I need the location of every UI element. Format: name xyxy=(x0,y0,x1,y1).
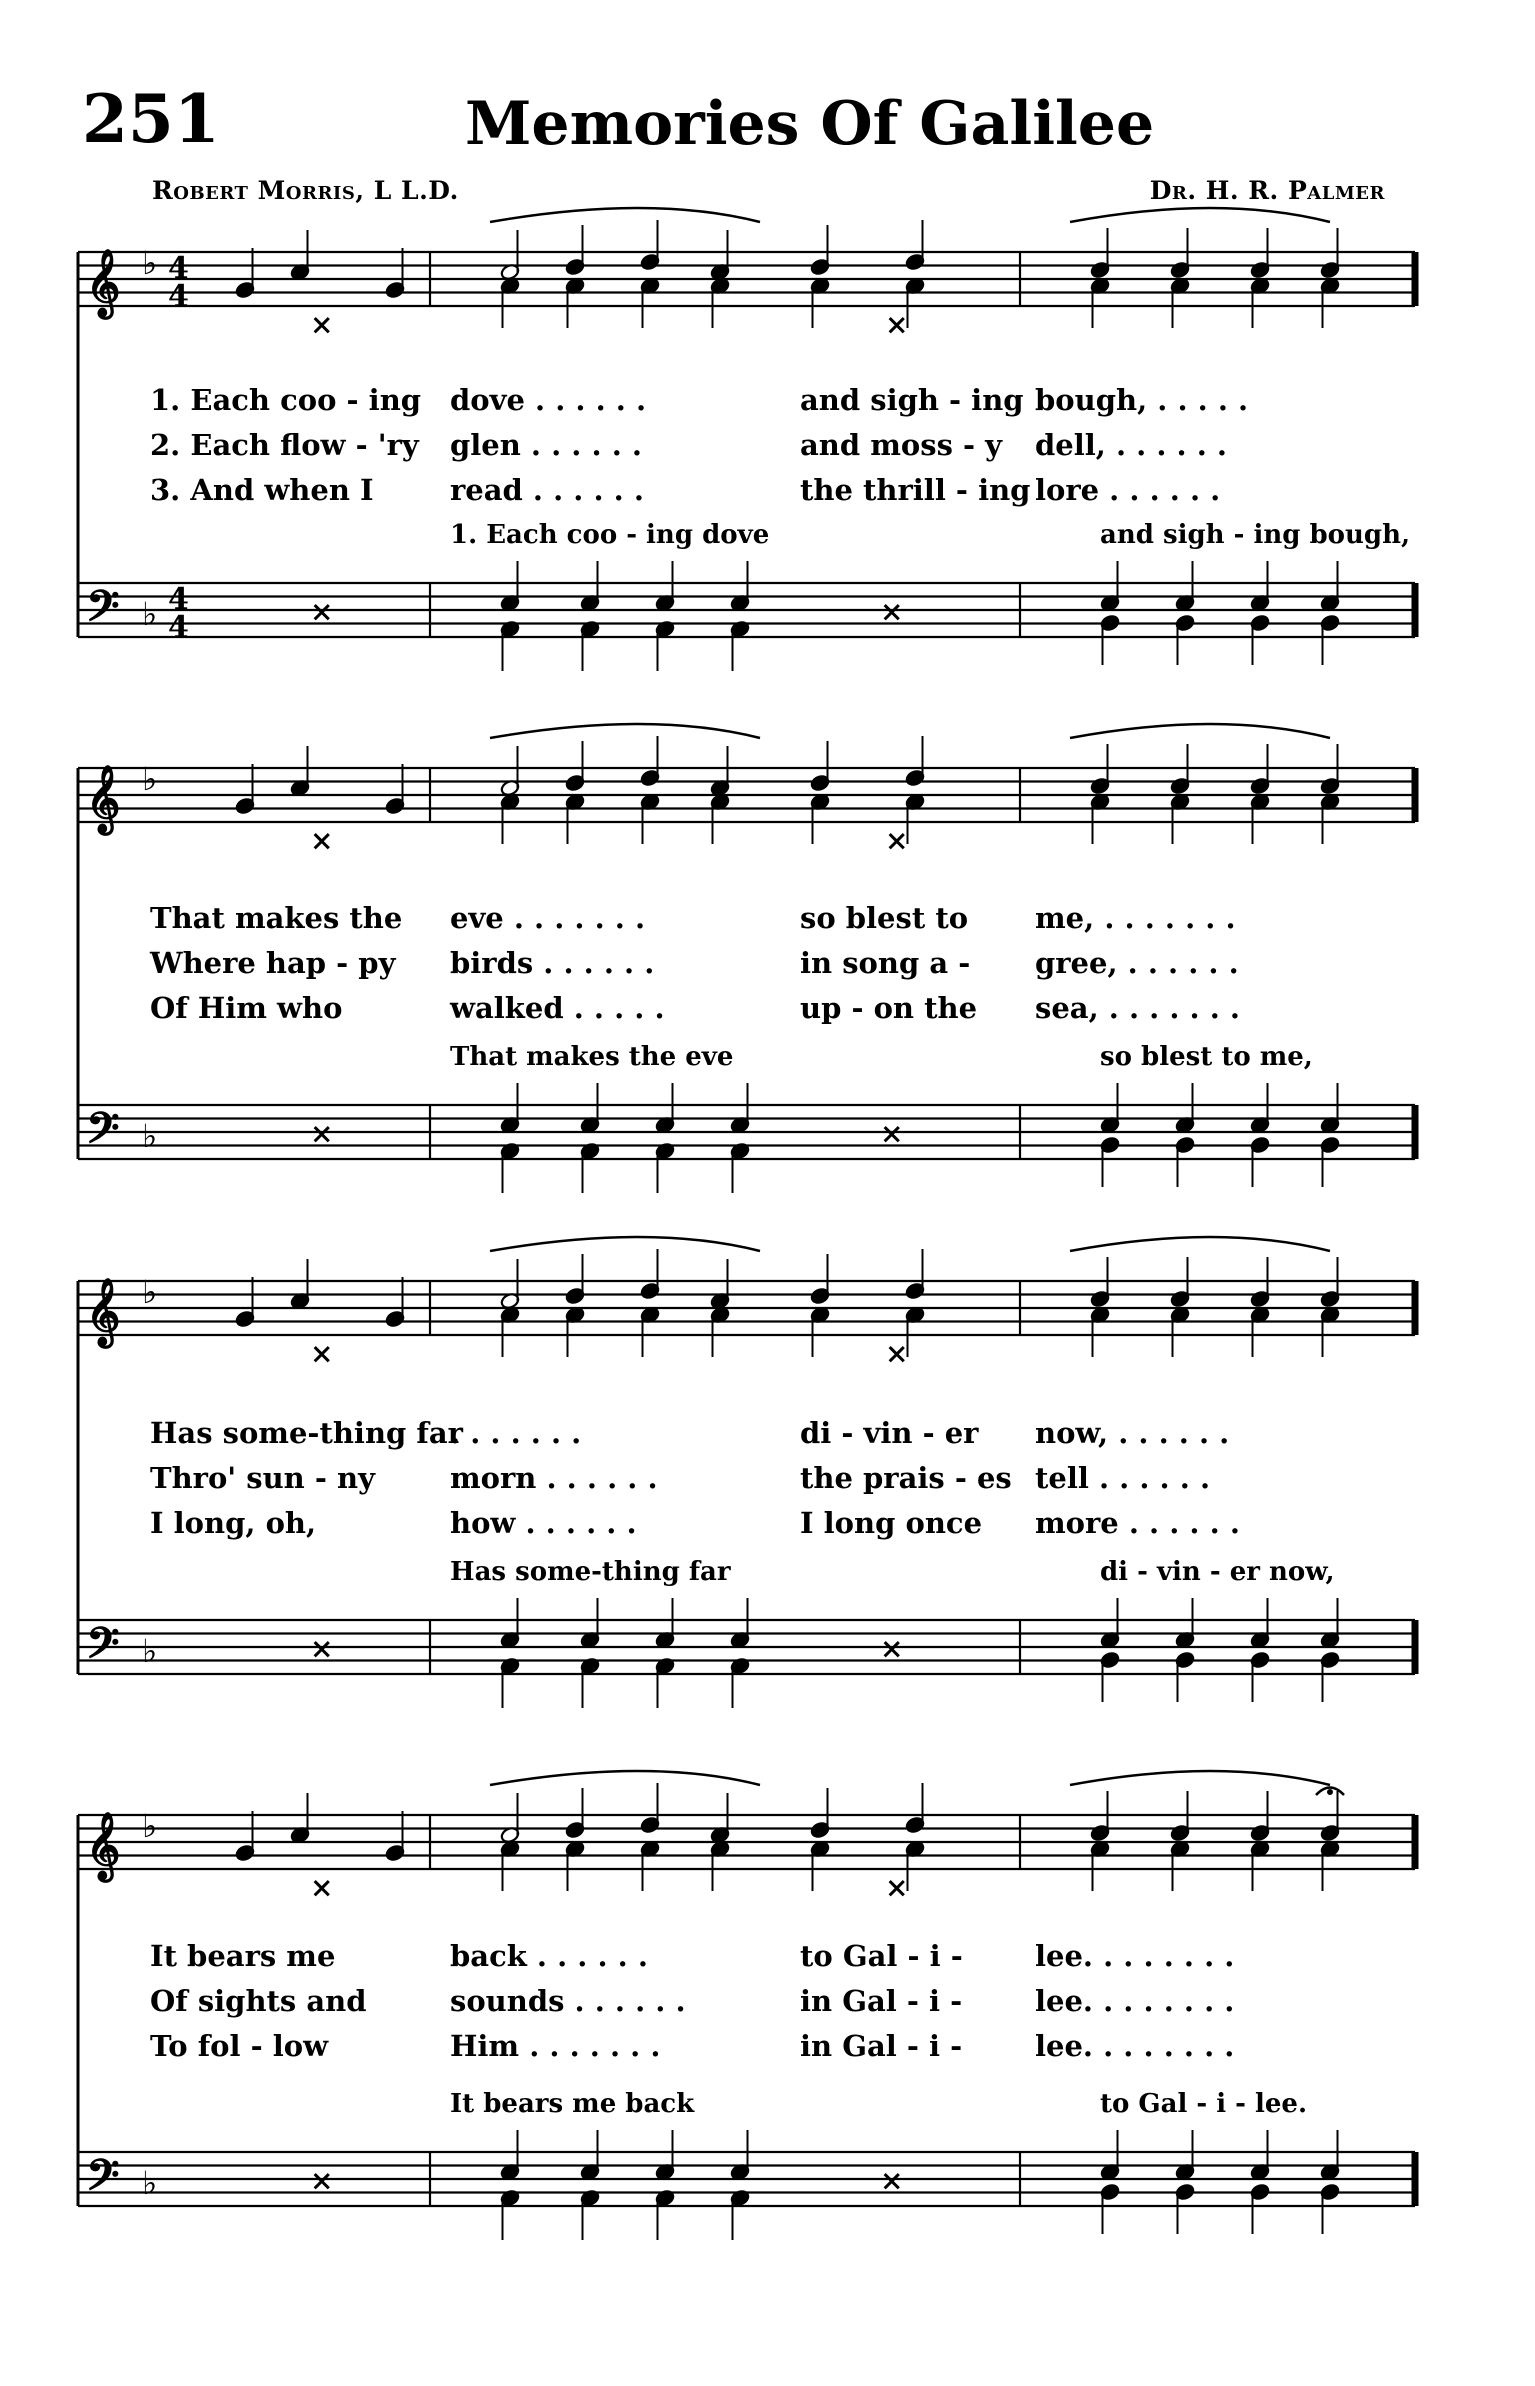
music-system xyxy=(78,208,1415,671)
tie-arc xyxy=(490,724,760,738)
treble-notes xyxy=(235,724,1341,857)
tie-arc xyxy=(1070,724,1330,738)
bass-lyric: 1. Each coo - ing dove xyxy=(450,520,770,550)
verse-lyric: bough, . . . . . xyxy=(1035,383,1249,417)
flat-sign: ♭ xyxy=(142,595,158,633)
treble-clef-symbol: 𝄞 xyxy=(86,248,121,316)
tie-arc xyxy=(490,1237,760,1251)
verse-lyric: in song a - xyxy=(800,946,971,980)
verse-lyric: Of Him who xyxy=(150,991,343,1025)
verse-lyric: It bears me xyxy=(150,1939,336,1973)
rest-symbol: × xyxy=(880,1632,904,1665)
verse-lyric: in Gal - i - xyxy=(800,2029,963,2063)
bass-lyric: to Gal - i - lee. xyxy=(1100,2089,1308,2119)
words-credit: Robert Morris, L L.D. xyxy=(152,176,459,205)
verse-lyric: back . . . . . . xyxy=(450,1939,648,1973)
rest-symbol: × xyxy=(310,1871,334,1904)
rest-symbol: × xyxy=(310,308,334,341)
bass-notes xyxy=(310,1083,1340,1193)
verse-lyric: sea, . . . . . . . xyxy=(1035,991,1241,1025)
treble-staff xyxy=(78,768,1415,822)
treble-clef-symbol: 𝄞 xyxy=(86,1277,121,1345)
verse-lyric: how . . . . . . xyxy=(450,1506,637,1540)
verse-lyric: glen . . . . . . xyxy=(450,428,642,462)
rest-symbol: × xyxy=(310,595,334,628)
bass-lyric: so blest to me, xyxy=(1100,1042,1313,1072)
music-system xyxy=(78,1771,1415,2240)
verse-lyric: lee. . . . . . . . xyxy=(1035,1984,1235,2018)
rest-symbol: × xyxy=(310,1337,334,1370)
verse-lyric: di - vin - er xyxy=(800,1416,979,1450)
bass-clef-symbol: 𝄢 xyxy=(86,1618,120,1679)
rest-symbol: × xyxy=(885,824,909,857)
flat-sign: ♭ xyxy=(142,1807,158,1845)
tie-arc xyxy=(490,1771,760,1785)
flat-sign: ♭ xyxy=(142,2164,158,2202)
fermata-dot xyxy=(1327,1789,1333,1795)
treble-notes xyxy=(235,208,1341,341)
treble-clef-symbol: 𝄞 xyxy=(86,764,121,832)
treble-clef-symbol: 𝄞 xyxy=(86,1811,121,1879)
verse-lyric: to Gal - i - xyxy=(800,1939,963,1973)
flat-sign: ♭ xyxy=(142,1632,158,1670)
verse-lyric: morn . . . . . . xyxy=(450,1461,658,1495)
treble-staff xyxy=(78,1815,1415,1869)
verse-lyric: To fol - low xyxy=(150,2029,329,2063)
bass-notes xyxy=(310,561,1340,671)
verse-lyric: lee. . . . . . . . xyxy=(1035,1939,1235,1973)
verse-lyric: That makes the xyxy=(150,901,403,935)
rest-symbol: × xyxy=(310,824,334,857)
rest-symbol: × xyxy=(880,595,904,628)
verse-lyric: the thrill - ing xyxy=(800,473,1031,507)
rest-symbol: × xyxy=(880,1117,904,1150)
verse-lyric: me, . . . . . . . xyxy=(1035,901,1236,935)
bass-lyric: That makes the eve xyxy=(450,1042,734,1072)
verse-lyric: up - on the xyxy=(800,991,978,1025)
treble-notes xyxy=(235,1771,1341,1904)
flat-sign: ♭ xyxy=(142,1273,158,1311)
verse-lyric: lee. . . . . . . . xyxy=(1035,2029,1235,2063)
verse-lyric: . . . . . . . xyxy=(450,1416,582,1450)
treble-notes xyxy=(235,1237,1341,1370)
music-system xyxy=(78,1237,1415,1708)
verse-lyric: now, . . . . . . xyxy=(1035,1416,1230,1450)
rest-symbol: × xyxy=(885,308,909,341)
hymn-title: Memories Of Galilee xyxy=(465,89,1155,159)
verse-lyric: dove . . . . . . xyxy=(450,383,647,417)
verse-lyric: Thro' sun - ny xyxy=(150,1461,375,1495)
bass-lyric: and sigh - ing bough, xyxy=(1100,520,1411,550)
verse-lyric: in Gal - i - xyxy=(800,1984,963,2018)
tie-arc xyxy=(490,208,760,222)
bass-notes xyxy=(310,2130,1340,2240)
verse-lyric: Of sights and xyxy=(150,1984,367,2018)
bass-clef-symbol: 𝄢 xyxy=(86,2150,120,2211)
verse-lyric: 3. And when I xyxy=(150,473,374,507)
verse-lyric: gree, . . . . . . xyxy=(1035,946,1239,980)
verse-lyric: lore . . . . . . xyxy=(1035,473,1221,507)
rest-symbol: × xyxy=(880,2164,904,2197)
verse-lyric: so blest to xyxy=(800,901,969,935)
treble-staff xyxy=(78,252,1415,306)
rest-symbol: × xyxy=(885,1337,909,1370)
verse-lyric: tell . . . . . . xyxy=(1035,1461,1211,1495)
verse-lyric: walked . . . . . xyxy=(450,991,665,1025)
verse-lyric: dell, . . . . . . xyxy=(1035,428,1228,462)
verse-lyric: Him . . . . . . . xyxy=(450,2029,661,2063)
music-credit: Dr. H. R. Palmer xyxy=(1149,176,1385,205)
treble-staff xyxy=(78,1281,1415,1335)
verse-lyric: read . . . . . . xyxy=(450,473,644,507)
bass-lyric: di - vin - er now, xyxy=(1100,1557,1335,1587)
rest-symbol: × xyxy=(310,1632,334,1665)
verse-lyric: and moss - y xyxy=(800,428,1003,462)
verse-lyric: Where hap - py xyxy=(150,946,396,980)
flat-sign: ♭ xyxy=(142,760,158,798)
rest-symbol: × xyxy=(310,2164,334,2197)
bass-clef-symbol: 𝄢 xyxy=(86,1103,120,1164)
verse-lyric: 1. Each coo - ing xyxy=(150,383,422,417)
verse-lyric: and sigh - ing xyxy=(800,383,1024,417)
tie-arc xyxy=(1070,1771,1330,1785)
bass-notes xyxy=(310,1598,1340,1708)
verse-lyric: I long, oh, xyxy=(150,1506,317,1540)
hymn-number: 251 xyxy=(82,80,220,158)
tie-arc xyxy=(1070,208,1330,222)
flat-sign: ♭ xyxy=(142,1117,158,1155)
verse-lyric: I long once xyxy=(800,1506,983,1540)
tie-arc xyxy=(1070,1237,1330,1251)
music-system xyxy=(78,724,1415,1193)
rest-symbol: × xyxy=(885,1871,909,1904)
bass-clef-symbol: 𝄢 xyxy=(86,581,120,642)
bass-lyric: Has some-thing far xyxy=(450,1557,731,1587)
verse-lyric: birds . . . . . . xyxy=(450,946,655,980)
rest-symbol: × xyxy=(310,1117,334,1150)
bass-lyric: It bears me back xyxy=(450,2089,695,2119)
verse-lyric: 2. Each flow - 'ry xyxy=(150,428,419,462)
time-signature-bottom: 4 xyxy=(168,279,189,314)
verse-lyric: sounds . . . . . . xyxy=(450,1984,686,2018)
time-signature-bottom: 4 xyxy=(168,610,189,645)
verse-lyric: more . . . . . . xyxy=(1035,1506,1240,1540)
verse-lyric: the prais - es xyxy=(800,1461,1012,1495)
flat-sign: ♭ xyxy=(142,244,158,282)
time-signature-top: 4 xyxy=(168,251,189,286)
time-signature-top: 4 xyxy=(168,582,189,617)
verse-lyric: eve . . . . . . . xyxy=(450,901,646,935)
verse-lyric: Has some-thing far xyxy=(150,1416,463,1450)
